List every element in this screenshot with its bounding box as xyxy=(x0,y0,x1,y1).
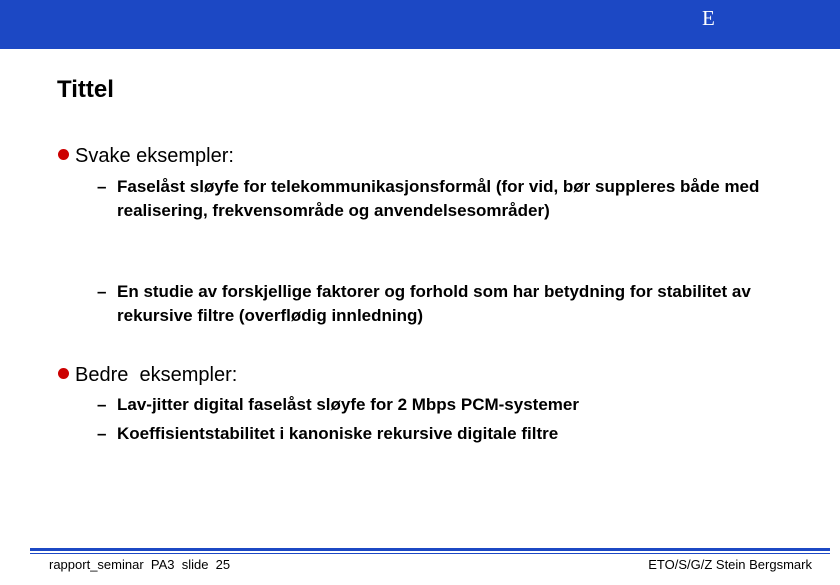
dash-marker: – xyxy=(97,395,107,414)
footer-author: ETO/S/G/Z Stein Bergsmark xyxy=(648,557,812,572)
sub-item-text: Lav-jitter digital faselåst sløyfe for 2 Mbps PCM-systemer xyxy=(117,395,579,414)
header-bar xyxy=(0,0,840,49)
sub-item xyxy=(97,393,777,417)
sub-item-text: Koeffisientstabilitet i kanoniske rekursive digitale filtre xyxy=(117,424,559,443)
sub-item xyxy=(97,280,777,328)
sub-item xyxy=(97,175,777,223)
dash-marker: – xyxy=(97,177,107,196)
bullet-heading: Bedre eksempler: xyxy=(75,364,238,386)
sub-item xyxy=(97,422,777,446)
footer-slide-info: rapport_seminar PA3 slide 25 xyxy=(49,557,231,572)
bullet-dot-icon xyxy=(58,368,69,379)
bullet-dot-icon xyxy=(58,149,69,160)
logo-symbol: E xyxy=(702,6,715,30)
slide-title: Tittel xyxy=(57,76,114,103)
footer-divider-thin xyxy=(30,553,830,554)
sub-item-text: Faselåst sløyfe for telekommunikasjonsformål (for vid, bør suppleres både med realisering, frekvensområde og anvendelsesområder) xyxy=(117,177,760,220)
footer-divider xyxy=(30,548,830,551)
bullet-better-examples xyxy=(58,364,237,386)
sub-item-text: En studie av forskjellige faktorer og forhold som har betydning for stabilitet av rekursive filtre (overflødig innledning) xyxy=(117,282,751,325)
dash-marker: – xyxy=(97,424,107,443)
dash-marker: – xyxy=(97,282,107,301)
bullet-weak-examples xyxy=(58,145,234,167)
bullet-heading: Svake eksempler: xyxy=(75,145,234,167)
